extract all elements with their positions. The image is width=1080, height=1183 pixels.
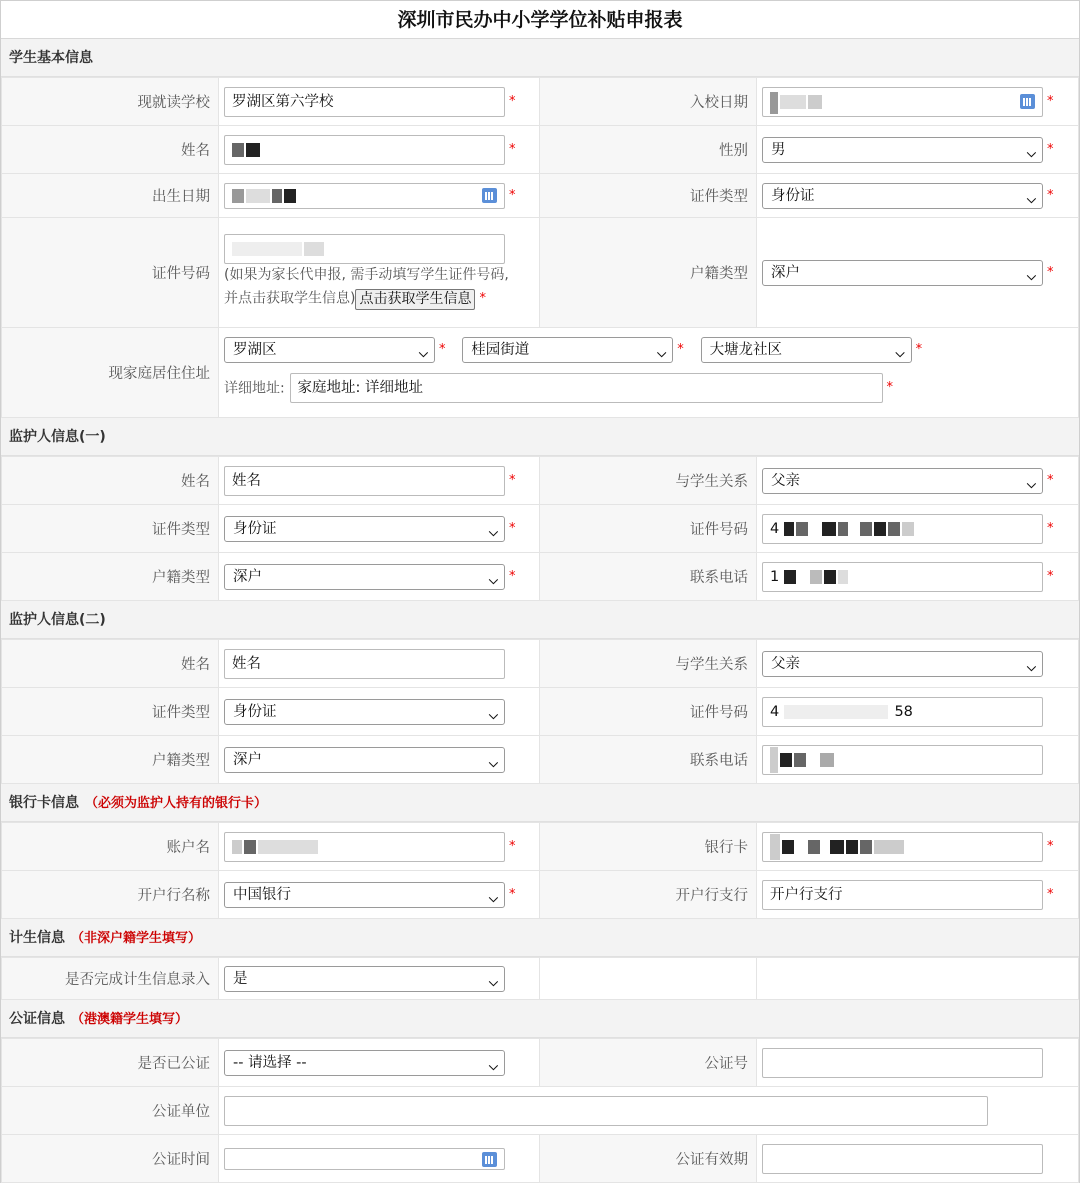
label-family-done: 是否完成计生信息录入 (2, 958, 219, 1000)
calendar-icon[interactable] (482, 1152, 497, 1167)
family-table (1, 957, 1079, 1000)
family-done-select[interactable]: 是 ⌵ (224, 966, 505, 992)
g2-id-type-select[interactable]: 身份证 ⌵ (224, 699, 505, 725)
section-student (1, 39, 1079, 77)
id-hint-2: 并点击获取学生信息) 点击获取学生信息 * (224, 287, 539, 311)
guardian2-table (1, 639, 1079, 784)
id-hint-1: (如果为家长代申报, 需手动填写学生证件号码, (224, 267, 509, 284)
bank-branch-input[interactable]: 开户行支行 (762, 880, 1043, 910)
g2-hukou-select[interactable]: 深户 ⌵ (224, 747, 505, 773)
student-hukou-select[interactable]: 深户 ⌵ (762, 260, 1043, 286)
calendar-icon[interactable] (1020, 94, 1035, 109)
g2-label-hukou: 户籍类型 (2, 736, 219, 784)
g1-phone-input[interactable]: 1 (762, 562, 1043, 592)
notary-no-input[interactable] (762, 1048, 1043, 1078)
g2-label-id-no: 证件号码 (540, 688, 757, 736)
g1-id-type-select[interactable]: 身份证 ⌵ (224, 516, 505, 542)
section-notary: 公证信息 （港澳籍学生填写） (1, 1000, 1079, 1038)
g2-phone-input[interactable] (762, 745, 1043, 775)
chevron-down-icon: ⌵ (418, 345, 428, 360)
label-gender: 性别 (540, 126, 757, 174)
community-select[interactable]: 大塘龙社区 ⌵ (701, 337, 912, 363)
g1-relation-select[interactable]: 父亲 ⌵ (762, 468, 1043, 494)
bank-table: 账户名 * 银行卡 * 开户行名称 中国银行 ⌵ * 开户行支行 开户行支行 * (1, 822, 1079, 919)
detail-address-label: 详细地址: (224, 380, 285, 396)
notary-unit-input[interactable] (224, 1096, 988, 1126)
detail-address-input[interactable]: 家庭地址: 详细地址 (290, 373, 883, 403)
school-input[interactable]: 罗湖区第六学校 (224, 87, 505, 117)
g1-name-input[interactable]: 姓名 (224, 466, 505, 496)
account-name-input[interactable] (224, 832, 505, 862)
g2-name-input[interactable]: 姓名 (224, 649, 505, 679)
label-hukou: 户籍类型 (540, 218, 757, 328)
notary-table (1, 1038, 1079, 1183)
fetch-student-button[interactable]: 点击获取学生信息 (355, 289, 475, 310)
guardian1-table: 姓名 姓名 * 与学生关系 父亲 ⌵ * 证件类型 身份证 ⌵ * 证件号码 4 * 户籍类型 深户 ⌵ * 联系电话 1 * (1, 456, 1079, 601)
label-notary-no: 公证号 (540, 1039, 757, 1087)
g2-label-relation: 与学生关系 (540, 640, 757, 688)
label-bank-name: 开户行名称 (2, 871, 219, 919)
family-note: （非深户籍学生填写） (71, 931, 202, 946)
student-id-type-select[interactable]: 身份证 ⌵ (762, 183, 1043, 209)
chevron-down-icon: ⌵ (488, 890, 498, 905)
chevron-down-icon: ⌵ (1026, 268, 1036, 283)
notary-time-input[interactable] (224, 1148, 505, 1170)
label-name: 姓名 (2, 126, 219, 174)
label-birth: 出生日期 (2, 174, 219, 218)
label-notarized: 是否已公证 (2, 1039, 219, 1087)
section-guardian2: 监护人信息(二) (1, 601, 1079, 639)
chevron-down-icon: ⌵ (488, 707, 498, 722)
g2-label-id-type: 证件类型 (2, 688, 219, 736)
label-notary-unit: 公证单位 (2, 1087, 219, 1135)
g2-label-phone: 联系电话 (540, 736, 757, 784)
g2-relation-select[interactable]: 父亲 ⌵ (762, 651, 1043, 677)
g1-hukou-select[interactable]: 深户 ⌵ (224, 564, 505, 590)
label-notary-valid: 公证有效期 (540, 1135, 757, 1183)
g1-label-id-type: 证件类型 (2, 505, 219, 553)
notary-valid-input[interactable] (762, 1144, 1043, 1174)
bank-card-input[interactable] (762, 832, 1043, 862)
label-id-type: 证件类型 (540, 174, 757, 218)
chevron-down-icon: ⌵ (1026, 659, 1036, 674)
gender-value: 男 (771, 141, 786, 158)
notarized-select[interactable]: -- 请选择 -- ⌵ (224, 1050, 505, 1076)
chevron-down-icon: ⌵ (1026, 145, 1036, 160)
chevron-down-icon: ⌵ (488, 974, 498, 989)
chevron-down-icon: ⌵ (488, 755, 498, 770)
birth-date-input[interactable] (224, 183, 505, 209)
chevron-down-icon: ⌵ (657, 345, 667, 360)
district-select[interactable]: 罗湖区 ⌵ (224, 337, 435, 363)
chevron-down-icon: ⌵ (488, 524, 498, 539)
bank-note: （必须为监护人持有的银行卡） (85, 796, 268, 811)
bank-name-select[interactable]: 中国银行 ⌵ (224, 882, 505, 908)
section-student-title: 学生基本信息 (9, 50, 93, 66)
g1-label-relation: 与学生关系 (540, 457, 757, 505)
label-id-no: 证件号码 (2, 218, 219, 328)
g1-label-name: 姓名 (2, 457, 219, 505)
chevron-down-icon: ⌵ (488, 1058, 498, 1073)
section-guardian1: 监护人信息(一) (1, 418, 1079, 456)
label-bank-card: 银行卡 (540, 823, 757, 871)
label-address: 现家庭居住住址 (2, 328, 219, 418)
street-select[interactable]: 桂园街道 ⌵ (462, 337, 673, 363)
g1-id-input[interactable]: 4 (762, 514, 1043, 544)
chevron-down-icon: ⌵ (1026, 191, 1036, 206)
chevron-down-icon: ⌵ (895, 345, 905, 360)
g2-id-input[interactable]: 4 58 (762, 697, 1043, 727)
student-table: 现就读学校 罗湖区第六学校 * 入校日期 * 姓名 * 性别 男 ⌵ * 出生日期 * 证件类型 身份证 ⌵ * 证件号码 (如果为家长代申报, 需手动填写学生证件号码, 并点击获取学生信息) 点击获取学生信息 * 户籍类型 深户 ⌵ * 现家庭居住住址 罗湖区 ⌵ * 桂园街道 ⌵ * 大塘龙社区 ⌵ * 详细地址: 家庭地址: 详细地址 * (1, 77, 1079, 418)
notary-note: （港澳籍学生填写） (71, 1012, 189, 1027)
chevron-down-icon: ⌵ (488, 572, 498, 587)
g1-label-phone: 联系电话 (540, 553, 757, 601)
student-id-input[interactable] (224, 234, 505, 264)
chevron-down-icon: ⌵ (1026, 476, 1036, 491)
label-school: 现就读学校 (2, 78, 219, 126)
calendar-icon[interactable] (482, 188, 497, 203)
label-enroll-date: 入校日期 (540, 78, 757, 126)
label-notary-time: 公证时间 (2, 1135, 219, 1183)
g2-label-name: 姓名 (2, 640, 219, 688)
section-bank: 银行卡信息 （必须为监护人持有的银行卡） (1, 784, 1079, 822)
page-title: 深圳市民办中小学学位补贴申报表 (1, 1, 1079, 39)
student-name-input[interactable] (224, 135, 505, 165)
enroll-date-input[interactable] (762, 87, 1043, 117)
g1-label-hukou: 户籍类型 (2, 553, 219, 601)
section-family: 计生信息 （非深户籍学生填写） (1, 919, 1079, 957)
label-bank-branch: 开户行支行 (540, 871, 757, 919)
gender-select[interactable] (762, 137, 1043, 163)
label-account-name: 账户名 (2, 823, 219, 871)
g1-label-id-no: 证件号码 (540, 505, 757, 553)
